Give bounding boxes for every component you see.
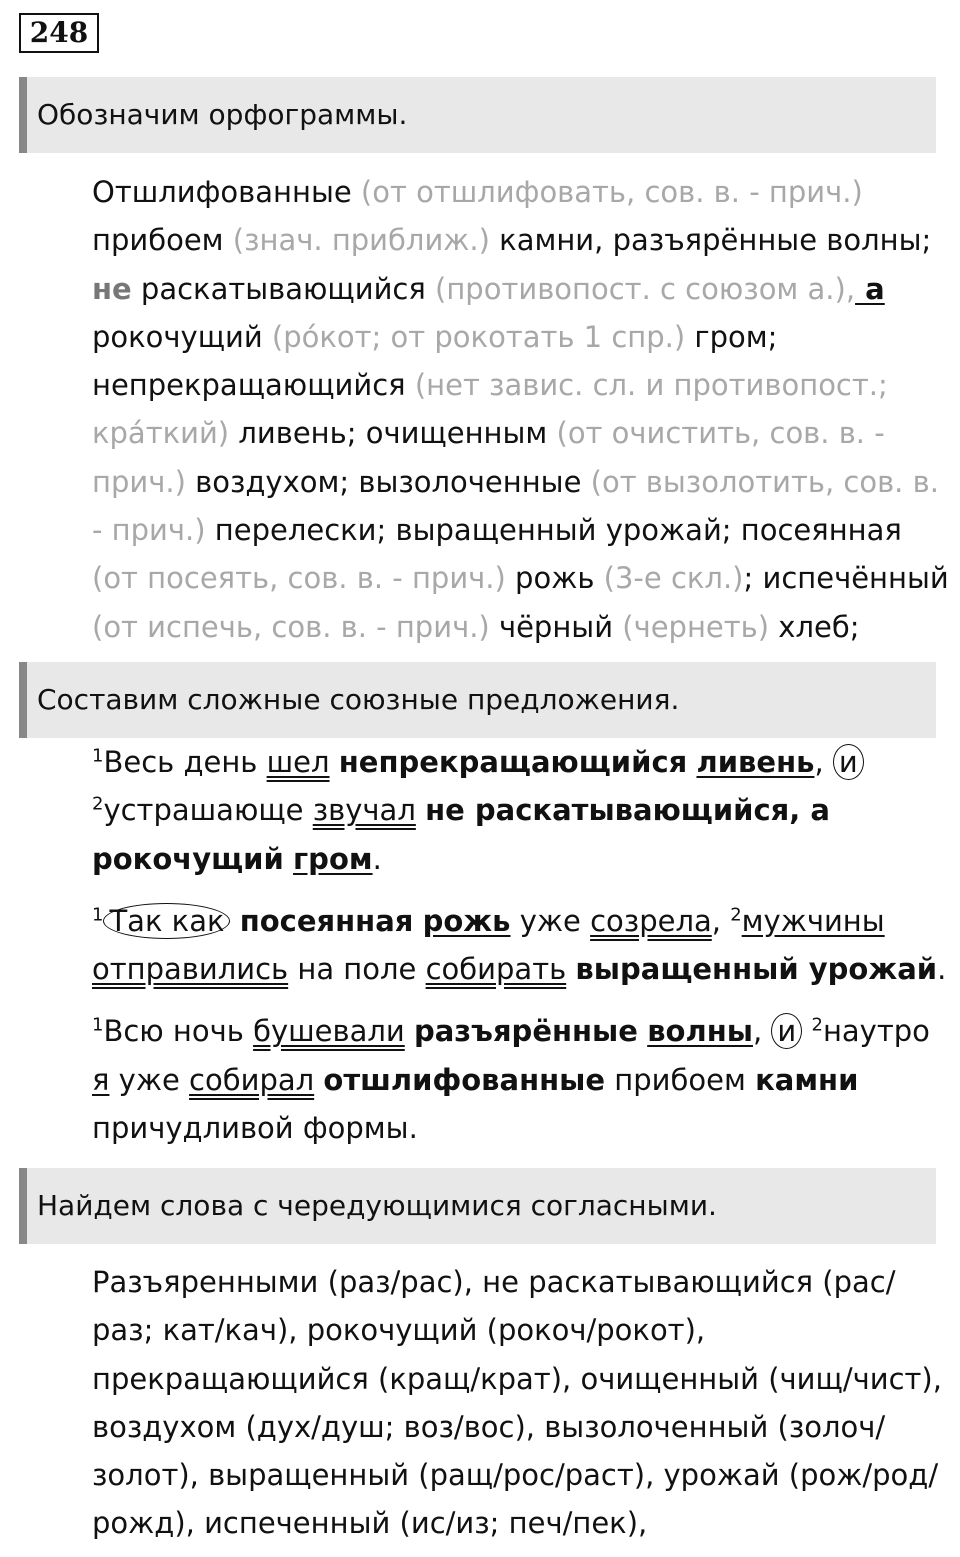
word: Отшлифованные [92,175,352,209]
sentence-3 [19,1007,949,1152]
grammar-note: (3-е скл.) [594,561,744,596]
text-run [230,904,239,938]
bold-phrase: не раскатывающийся, а рокочущий [92,793,830,876]
predicate: отправились [92,952,289,987]
circled-conjunction: Так как [103,903,230,939]
text-run: причудливой формы. [92,1111,418,1146]
clause-number: 2 [730,904,742,926]
predicate: звучал [312,793,416,828]
word: чёрный [489,609,614,644]
text-run: . [372,841,382,876]
clause-number: 2 [92,793,104,815]
text-run: уже [109,1062,190,1097]
bold-phrase: посеянная [239,903,414,938]
grammar-note: (от посеять, сов. в. - прич.) [92,561,506,596]
word: раскатывающийся [131,271,426,306]
word: рожь [505,561,595,596]
bold-phrase: разъярённые [413,1014,638,1049]
word: ливень; очищенным [229,416,548,451]
circled-conjunction: и [771,1013,802,1049]
word: хлеб; [778,609,860,644]
grammar-note: (нет завис. сл. и противопост.; кра́ткий) [92,368,888,451]
section-title-sentences: Составим сложные союзные предложения. [19,662,936,738]
orthograms-text [19,168,949,699]
word: гром; непрекращающийся [92,319,778,403]
predicate: созрела [590,903,712,938]
orthograms-paragraph [19,168,949,699]
text-run: прибоем [605,1062,756,1097]
text-run: , [752,1014,772,1049]
clause-number: 1 [92,1014,104,1036]
text-run [638,1014,647,1048]
bold-subject: волны [647,1014,753,1049]
text-run [405,1014,414,1048]
bold-subject: рожь [422,903,511,938]
text-run [413,904,422,938]
clause-number: 1 [92,745,104,767]
clause-number: 1 [92,904,104,926]
text-run: . [937,952,947,987]
alternation-text: Разъяренными (раз/рас), не раскатывающийся (рас/раз; кат/кач), рокочущий (рокоч/рокот), прекращающийся (кращ/крат), очищенный (чищ/чист), воздухом (дух/душ; воз/вос), вызолоченный (золоч/золот), выращенный (ращ/рос/раст), урожай (рож/род/рожд), испеченный (ис/из; печ/пек), [92,1265,942,1541]
text-run: , [814,745,833,779]
predicate: шел [266,745,330,779]
text-run: на поле [288,952,426,987]
bold-subject: ливень [696,745,815,779]
grammar-note: (от отшлифовать, сов. в. - прич.) [351,175,863,209]
word: перелески; выращенный урожай; посеянная [205,513,902,548]
grammar-note: (от очистить, сов. в. - прич.) [92,416,885,499]
alternation-paragraph [19,1258,949,1548]
text-run: Весь день [103,745,267,779]
text-run: уже [510,903,591,938]
word: камни, разъярённые волны; [489,223,932,258]
section-title-alternation: Найдем слова с чередующимися согласными. [19,1168,936,1244]
text-run: , [711,903,731,938]
word: рокочущий [92,319,263,354]
subject: я [92,1062,110,1097]
grammar-note: (противопост. с союзом а.), [425,271,856,306]
bold-phrase: выращенный урожай [575,952,938,987]
predicate: собирал [189,1062,315,1097]
bold-subject: а [855,271,885,306]
text-run [330,745,339,779]
circled-conjunction: и [833,744,864,780]
word: воздухом; вызолоченные [185,464,582,499]
sentences-block [19,738,949,1152]
bold-phrase: отшлифованные [323,1062,606,1097]
text-run: устрашающе [103,793,313,828]
text-run [416,793,425,827]
grammar-note: (от вызолотить, сов. в. - прич.) [92,464,939,548]
subject: мужчины [741,903,885,938]
grammar-note: (знач. приближ.) [223,223,490,258]
text-run: Всю ночь [103,1014,254,1049]
text-run: наутро [822,1014,930,1049]
predicate: бушевали [253,1014,405,1049]
text-run [314,1063,323,1097]
text-run [284,842,293,876]
word: ; испечённый [743,561,949,596]
grammar-note: (чернеть) [613,609,770,644]
highlighted-particle: не [92,271,132,306]
word: прибоем [92,223,224,258]
clause-number: 2 [811,1014,823,1036]
sentence-1 [19,738,949,883]
grammar-note: (ро́кот; от рокотать 1 спр.) [262,319,686,354]
sentence-2 [19,897,949,994]
bold-subject: гром [293,841,373,876]
predicate: собирать [425,952,567,987]
grammar-note: (от испечь, сов. в. - прич.) [92,609,490,644]
exercise-number: 248 [19,13,99,53]
section-title-orthograms: Обозначим орфограммы. [19,77,936,153]
bold-phrase: камни [755,1062,859,1097]
bold-phrase: непрекращающийся [338,745,688,779]
